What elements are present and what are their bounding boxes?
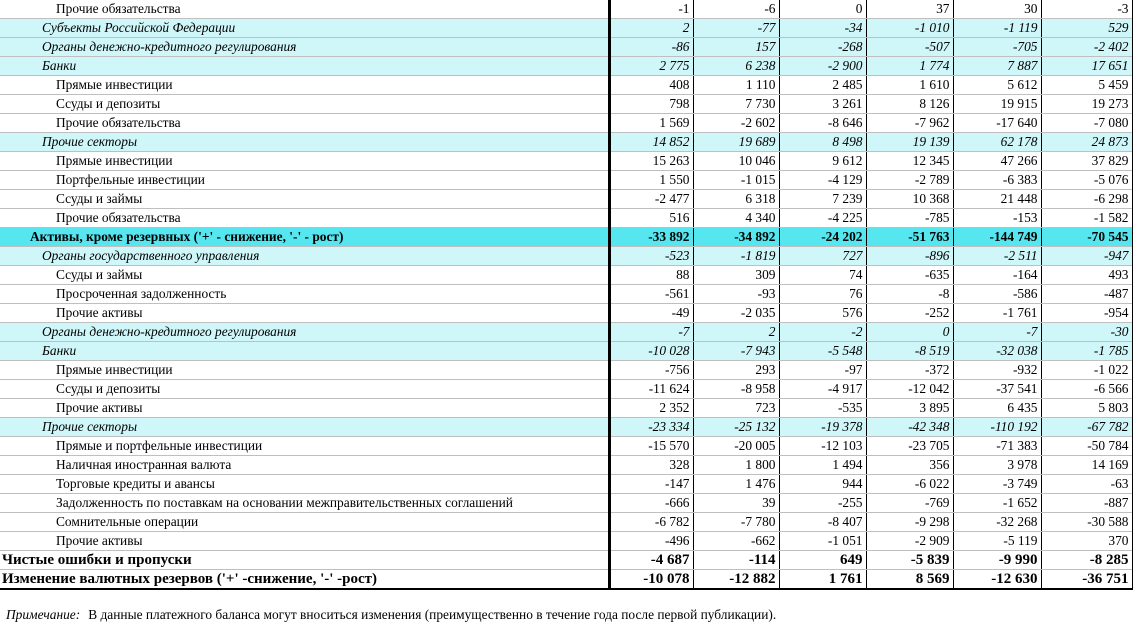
value-cell: 0 bbox=[779, 0, 866, 19]
value-cell: 37 bbox=[866, 0, 953, 19]
value-cell: -7 780 bbox=[693, 513, 779, 532]
table-row bbox=[0, 399, 1133, 418]
value-cell: -496 bbox=[609, 532, 693, 551]
value-cell: 10 046 bbox=[693, 152, 779, 171]
value-cell: -71 383 bbox=[953, 437, 1041, 456]
value-cell: -10 028 bbox=[609, 342, 693, 361]
value-cell: 14 852 bbox=[609, 133, 693, 152]
value-cell: -32 038 bbox=[953, 342, 1041, 361]
value-cell: -97 bbox=[779, 361, 866, 380]
value-cell: 19 915 bbox=[953, 95, 1041, 114]
value-cell: -4 687 bbox=[609, 551, 693, 570]
table-row bbox=[0, 437, 1133, 456]
value-cell: 370 bbox=[1041, 532, 1133, 551]
value-cell: -11 624 bbox=[609, 380, 693, 399]
row-label: Изменение валютных резервов ('+' -снижение, '-' -рост) bbox=[0, 570, 609, 590]
value-cell: 2 bbox=[609, 19, 693, 38]
value-cell: -23 334 bbox=[609, 418, 693, 437]
value-cell: 2 bbox=[693, 323, 779, 342]
value-cell: -147 bbox=[609, 475, 693, 494]
value-cell: -6 566 bbox=[1041, 380, 1133, 399]
value-cell: -8 bbox=[866, 285, 953, 304]
value-cell: 7 239 bbox=[779, 190, 866, 209]
value-cell: 5 459 bbox=[1041, 76, 1133, 95]
value-cell: -8 407 bbox=[779, 513, 866, 532]
value-cell: 157 bbox=[693, 38, 779, 57]
row-label: Прочие обязательства bbox=[0, 0, 609, 19]
value-cell: -1 819 bbox=[693, 247, 779, 266]
row-label: Просроченная задолженность bbox=[0, 285, 609, 304]
value-cell: -63 bbox=[1041, 475, 1133, 494]
value-cell: -932 bbox=[953, 361, 1041, 380]
table-row bbox=[0, 152, 1133, 171]
row-label: Задолженность по поставкам на основании межправительственных соглашений bbox=[0, 494, 609, 513]
value-cell: 8 498 bbox=[779, 133, 866, 152]
footnote bbox=[6, 606, 776, 624]
value-cell: -93 bbox=[693, 285, 779, 304]
value-cell: -523 bbox=[609, 247, 693, 266]
value-cell: -6 bbox=[693, 0, 779, 19]
value-cell: -5 076 bbox=[1041, 171, 1133, 190]
row-label: Прочие секторы bbox=[0, 418, 609, 437]
row-label: Чистые ошибки и пропуски bbox=[0, 551, 609, 570]
table-row bbox=[0, 114, 1133, 133]
value-cell: -20 005 bbox=[693, 437, 779, 456]
table-row bbox=[0, 38, 1133, 57]
value-cell: 6 318 bbox=[693, 190, 779, 209]
table-row bbox=[0, 342, 1133, 361]
value-cell: -1 119 bbox=[953, 19, 1041, 38]
value-cell: 30 bbox=[953, 0, 1041, 19]
value-cell: 0 bbox=[866, 323, 953, 342]
row-label: Портфельные инвестиции bbox=[0, 171, 609, 190]
value-cell: 493 bbox=[1041, 266, 1133, 285]
value-cell: 309 bbox=[693, 266, 779, 285]
value-cell: -4 225 bbox=[779, 209, 866, 228]
row-label: Прямые и портфельные инвестиции bbox=[0, 437, 609, 456]
value-cell: -50 784 bbox=[1041, 437, 1133, 456]
table-row bbox=[0, 171, 1133, 190]
value-cell: -785 bbox=[866, 209, 953, 228]
value-cell: -6 022 bbox=[866, 475, 953, 494]
value-cell: -1 582 bbox=[1041, 209, 1133, 228]
value-cell: 1 761 bbox=[779, 570, 866, 590]
value-cell: -153 bbox=[953, 209, 1041, 228]
value-cell: 408 bbox=[609, 76, 693, 95]
value-cell: 74 bbox=[779, 266, 866, 285]
value-cell: 1 110 bbox=[693, 76, 779, 95]
row-label: Ссуды и займы bbox=[0, 190, 609, 209]
row-label: Банки bbox=[0, 342, 609, 361]
value-cell: -2 477 bbox=[609, 190, 693, 209]
value-cell: 47 266 bbox=[953, 152, 1041, 171]
value-cell: -535 bbox=[779, 399, 866, 418]
value-cell: -666 bbox=[609, 494, 693, 513]
value-cell: -662 bbox=[693, 532, 779, 551]
table-row bbox=[0, 95, 1133, 114]
value-cell: -7 962 bbox=[866, 114, 953, 133]
value-cell: -372 bbox=[866, 361, 953, 380]
table-row bbox=[0, 475, 1133, 494]
value-cell: -268 bbox=[779, 38, 866, 57]
row-label: Активы, кроме резервных ('+' - снижение, '-' - рост) bbox=[0, 228, 609, 247]
value-cell: -8 646 bbox=[779, 114, 866, 133]
value-cell: -12 042 bbox=[866, 380, 953, 399]
value-cell: -1 bbox=[609, 0, 693, 19]
table-row bbox=[0, 551, 1133, 570]
value-cell: -12 103 bbox=[779, 437, 866, 456]
table-row bbox=[0, 361, 1133, 380]
value-cell: -8 519 bbox=[866, 342, 953, 361]
value-cell: -947 bbox=[1041, 247, 1133, 266]
value-cell: 88 bbox=[609, 266, 693, 285]
value-cell: 37 829 bbox=[1041, 152, 1133, 171]
table-row bbox=[0, 456, 1133, 475]
value-cell: -19 378 bbox=[779, 418, 866, 437]
row-label: Торговые кредиты и авансы bbox=[0, 475, 609, 494]
value-cell: -9 298 bbox=[866, 513, 953, 532]
value-cell: -252 bbox=[866, 304, 953, 323]
value-cell: -4 917 bbox=[779, 380, 866, 399]
table-row bbox=[0, 285, 1133, 304]
value-cell: -756 bbox=[609, 361, 693, 380]
value-cell: -954 bbox=[1041, 304, 1133, 323]
value-cell: -1 652 bbox=[953, 494, 1041, 513]
value-cell: 21 448 bbox=[953, 190, 1041, 209]
value-cell: -15 570 bbox=[609, 437, 693, 456]
value-cell: 1 476 bbox=[693, 475, 779, 494]
value-cell: -2 511 bbox=[953, 247, 1041, 266]
value-cell: -2 035 bbox=[693, 304, 779, 323]
value-cell: -42 348 bbox=[866, 418, 953, 437]
table-row bbox=[0, 247, 1133, 266]
value-cell: -36 751 bbox=[1041, 570, 1133, 590]
value-cell: -7 080 bbox=[1041, 114, 1133, 133]
value-cell: 328 bbox=[609, 456, 693, 475]
value-cell: -4 129 bbox=[779, 171, 866, 190]
value-cell: -6 383 bbox=[953, 171, 1041, 190]
footnote-text: В данные платежного баланса могут вноситься изменения (преимущественно в течение года после первой публикации). bbox=[88, 607, 777, 622]
value-cell: -12 882 bbox=[693, 570, 779, 590]
value-cell: -7 943 bbox=[693, 342, 779, 361]
row-label: Ссуды и депозиты bbox=[0, 95, 609, 114]
row-label: Прочие активы bbox=[0, 304, 609, 323]
row-label: Прямые инвестиции bbox=[0, 152, 609, 171]
value-cell: -507 bbox=[866, 38, 953, 57]
value-cell: 3 895 bbox=[866, 399, 953, 418]
table-row bbox=[0, 494, 1133, 513]
row-label: Органы государственного управления bbox=[0, 247, 609, 266]
value-cell: 5 612 bbox=[953, 76, 1041, 95]
value-cell: 14 169 bbox=[1041, 456, 1133, 475]
value-cell: -24 202 bbox=[779, 228, 866, 247]
value-cell: 76 bbox=[779, 285, 866, 304]
table-row bbox=[0, 209, 1133, 228]
value-cell: -30 588 bbox=[1041, 513, 1133, 532]
value-cell: 723 bbox=[693, 399, 779, 418]
table-row bbox=[0, 532, 1133, 551]
value-cell: -33 892 bbox=[609, 228, 693, 247]
table-row bbox=[0, 570, 1133, 590]
value-cell: -1 051 bbox=[779, 532, 866, 551]
table-row bbox=[0, 304, 1133, 323]
value-cell: -17 640 bbox=[953, 114, 1041, 133]
row-label: Прочие активы bbox=[0, 532, 609, 551]
value-cell: 9 612 bbox=[779, 152, 866, 171]
value-cell: -114 bbox=[693, 551, 779, 570]
value-cell: -7 bbox=[609, 323, 693, 342]
row-label: Прочие обязательства bbox=[0, 209, 609, 228]
value-cell: -1 022 bbox=[1041, 361, 1133, 380]
value-cell: -2 900 bbox=[779, 57, 866, 76]
row-label: Органы денежно-кредитного регулирования bbox=[0, 38, 609, 57]
value-cell: 15 263 bbox=[609, 152, 693, 171]
value-cell: -561 bbox=[609, 285, 693, 304]
value-cell: -110 192 bbox=[953, 418, 1041, 437]
value-cell: -5 548 bbox=[779, 342, 866, 361]
value-cell: 5 803 bbox=[1041, 399, 1133, 418]
value-cell: -37 541 bbox=[953, 380, 1041, 399]
value-cell: 6 238 bbox=[693, 57, 779, 76]
value-cell: 12 345 bbox=[866, 152, 953, 171]
row-label: Сомнительные операции bbox=[0, 513, 609, 532]
row-label: Банки bbox=[0, 57, 609, 76]
value-cell: -705 bbox=[953, 38, 1041, 57]
value-cell: -49 bbox=[609, 304, 693, 323]
value-cell: -3 749 bbox=[953, 475, 1041, 494]
value-cell: -34 bbox=[779, 19, 866, 38]
value-cell: -635 bbox=[866, 266, 953, 285]
value-cell: -10 078 bbox=[609, 570, 693, 590]
value-cell: -8 285 bbox=[1041, 551, 1133, 570]
value-cell: 8 569 bbox=[866, 570, 953, 590]
table-row bbox=[0, 133, 1133, 152]
row-label: Прочие обязательства bbox=[0, 114, 609, 133]
value-cell: -2 909 bbox=[866, 532, 953, 551]
row-label: Прочие секторы bbox=[0, 133, 609, 152]
value-cell: -2 402 bbox=[1041, 38, 1133, 57]
value-cell: 576 bbox=[779, 304, 866, 323]
value-cell: 2 352 bbox=[609, 399, 693, 418]
value-cell: -769 bbox=[866, 494, 953, 513]
value-cell: 24 873 bbox=[1041, 133, 1133, 152]
value-cell: -30 bbox=[1041, 323, 1133, 342]
value-cell: 19 273 bbox=[1041, 95, 1133, 114]
table-row bbox=[0, 190, 1133, 209]
value-cell: 6 435 bbox=[953, 399, 1041, 418]
value-cell: -67 782 bbox=[1041, 418, 1133, 437]
value-cell: 3 261 bbox=[779, 95, 866, 114]
value-cell: -23 705 bbox=[866, 437, 953, 456]
table-row bbox=[0, 323, 1133, 342]
value-cell: 10 368 bbox=[866, 190, 953, 209]
value-cell: -6 298 bbox=[1041, 190, 1133, 209]
row-label: Наличная иностранная валюта bbox=[0, 456, 609, 475]
value-cell: 1 550 bbox=[609, 171, 693, 190]
value-cell: -2 789 bbox=[866, 171, 953, 190]
value-cell: -144 749 bbox=[953, 228, 1041, 247]
value-cell: -1 010 bbox=[866, 19, 953, 38]
value-cell: 7 730 bbox=[693, 95, 779, 114]
value-cell: -896 bbox=[866, 247, 953, 266]
value-cell: -586 bbox=[953, 285, 1041, 304]
value-cell: -32 268 bbox=[953, 513, 1041, 532]
value-cell: 39 bbox=[693, 494, 779, 513]
value-cell: -8 958 bbox=[693, 380, 779, 399]
value-cell: -2 602 bbox=[693, 114, 779, 133]
value-cell: 7 887 bbox=[953, 57, 1041, 76]
value-cell: 19 139 bbox=[866, 133, 953, 152]
table-row bbox=[0, 228, 1133, 247]
value-cell: 798 bbox=[609, 95, 693, 114]
value-cell: -3 bbox=[1041, 0, 1133, 19]
row-label: Прямые инвестиции bbox=[0, 76, 609, 95]
value-cell: 2 775 bbox=[609, 57, 693, 76]
row-label: Прочие активы bbox=[0, 399, 609, 418]
value-cell: -2 bbox=[779, 323, 866, 342]
value-cell: -164 bbox=[953, 266, 1041, 285]
value-cell: 17 651 bbox=[1041, 57, 1133, 76]
value-cell: -1 785 bbox=[1041, 342, 1133, 361]
row-label: Ссуды и займы bbox=[0, 266, 609, 285]
value-cell: 1 800 bbox=[693, 456, 779, 475]
table-row bbox=[0, 19, 1133, 38]
value-cell: 1 494 bbox=[779, 456, 866, 475]
value-cell: -1 761 bbox=[953, 304, 1041, 323]
footnote-label: Примечание: bbox=[6, 607, 81, 622]
table-row bbox=[0, 513, 1133, 532]
table-row bbox=[0, 418, 1133, 437]
table-row bbox=[0, 266, 1133, 285]
value-cell: 19 689 bbox=[693, 133, 779, 152]
table-row bbox=[0, 57, 1133, 76]
value-cell: -25 132 bbox=[693, 418, 779, 437]
value-cell: -1 015 bbox=[693, 171, 779, 190]
value-cell: 1 569 bbox=[609, 114, 693, 133]
value-cell: 2 485 bbox=[779, 76, 866, 95]
table-row bbox=[0, 0, 1133, 19]
value-cell: -255 bbox=[779, 494, 866, 513]
value-cell: 293 bbox=[693, 361, 779, 380]
value-cell: -9 990 bbox=[953, 551, 1041, 570]
row-label: Прямые инвестиции bbox=[0, 361, 609, 380]
value-cell: 4 340 bbox=[693, 209, 779, 228]
value-cell: 3 978 bbox=[953, 456, 1041, 475]
value-cell: -34 892 bbox=[693, 228, 779, 247]
value-cell: -12 630 bbox=[953, 570, 1041, 590]
row-label: Органы денежно-кредитного регулирования bbox=[0, 323, 609, 342]
value-cell: -70 545 bbox=[1041, 228, 1133, 247]
value-cell: -5 119 bbox=[953, 532, 1041, 551]
table-row bbox=[0, 76, 1133, 95]
value-cell: -51 763 bbox=[866, 228, 953, 247]
row-label: Ссуды и депозиты bbox=[0, 380, 609, 399]
value-cell: 727 bbox=[779, 247, 866, 266]
row-label: Субъекты Российской Федерации bbox=[0, 19, 609, 38]
value-cell: 516 bbox=[609, 209, 693, 228]
value-cell: 356 bbox=[866, 456, 953, 475]
value-cell: -5 839 bbox=[866, 551, 953, 570]
table-row bbox=[0, 380, 1133, 399]
value-cell: -86 bbox=[609, 38, 693, 57]
value-cell: 1 610 bbox=[866, 76, 953, 95]
value-cell: 62 178 bbox=[953, 133, 1041, 152]
value-cell: -487 bbox=[1041, 285, 1133, 304]
value-cell: -887 bbox=[1041, 494, 1133, 513]
value-cell: 8 126 bbox=[866, 95, 953, 114]
value-cell: -77 bbox=[693, 19, 779, 38]
value-cell: -6 782 bbox=[609, 513, 693, 532]
value-cell: 1 774 bbox=[866, 57, 953, 76]
value-cell: 529 bbox=[1041, 19, 1133, 38]
value-cell: -7 bbox=[953, 323, 1041, 342]
value-cell: 944 bbox=[779, 475, 866, 494]
value-cell: 649 bbox=[779, 551, 866, 570]
